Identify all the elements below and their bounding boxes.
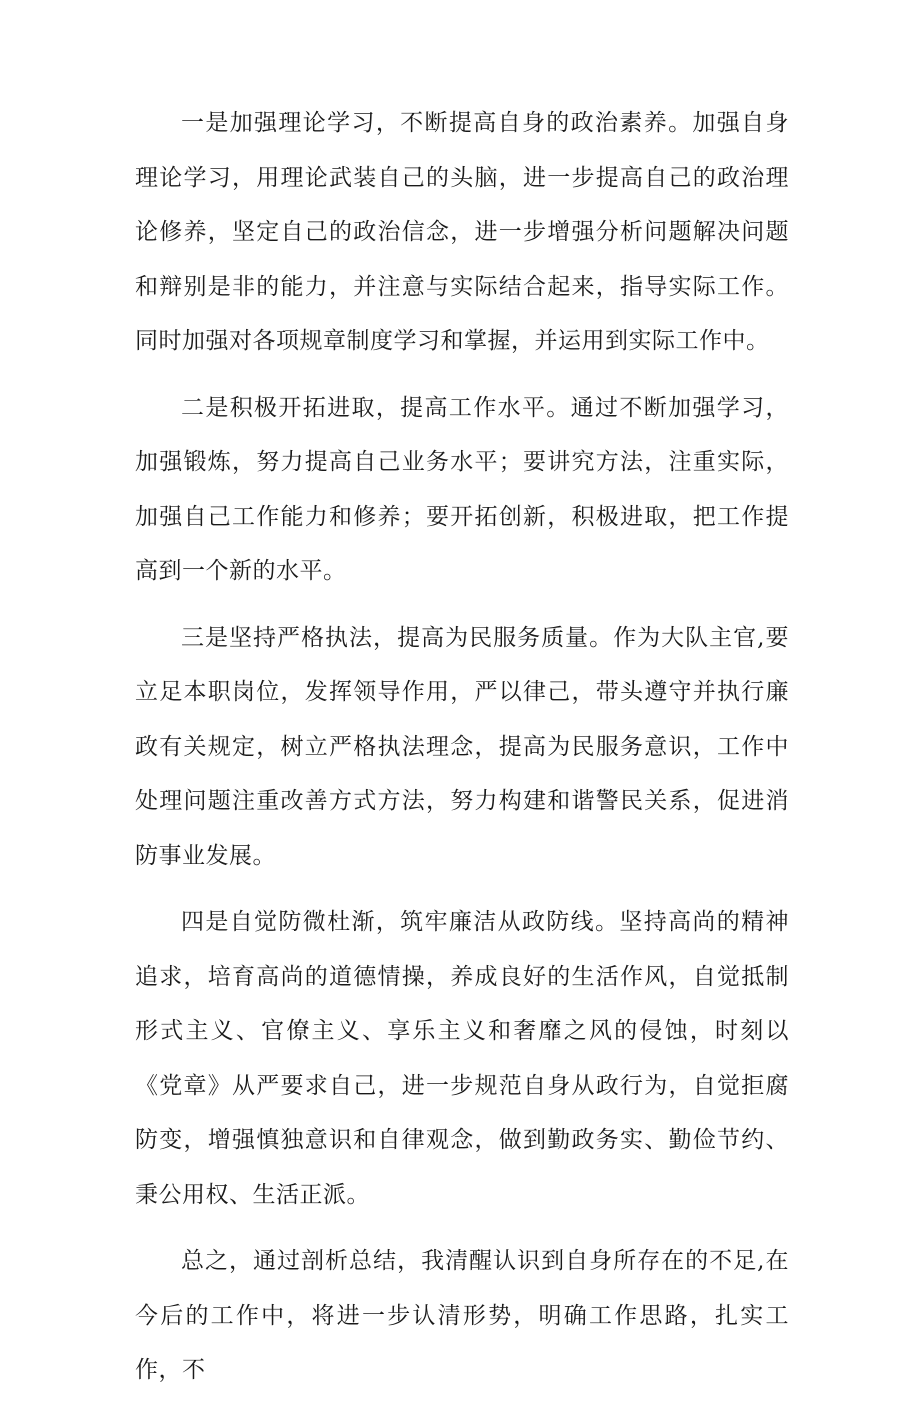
paragraph-work-level: 二是积极开拓进取，提高工作水平。通过不断加强学习，加强锻炼，努力提高自己业务水平；要讲究方法，注重实际，加强自己工作能力和修养；要开拓创新，积极进取，把工作提高到一个新的水平。 xyxy=(135,394,789,584)
paragraph-law-enforcement: 三是坚持严格执法，提高为民服务质量。作为大队主官,要立足本职岗位，发挥领导作用，严以律己，带头遵守并执行廉政有关规定，树立严格执法理念，提高为民服务意识，工作中处理问题注重改善方式方法，努力构建和谐警民关系，促进消防事业发展。 xyxy=(135,624,789,869)
paragraph-integrity: 四是自觉防微杜渐，筑牢廉洁从政防线。坚持高尚的精神追求，培育高尚的道德情操，养成良好的生活作风，自觉抵制形式主义、官僚主义、享乐主义和奢靡之风的侵蚀，时刻以《党章》从严要求自己，进一步规范自身从政行为，自觉拒腐防变，增强慎独意识和自律观念，做到勤政务实、勤俭节约、秉公用权、生活正派。 xyxy=(135,909,789,1208)
paragraph-summary: 总之，通过剖析总结，我清醒认识到自身所存在的不足,在今后的工作中，将进一步认清形势，明确工作思路，扎实工作，不 xyxy=(135,1248,789,1383)
document-body xyxy=(135,96,789,1410)
paragraph-theory-study: 一是加强理论学习，不断提高自身的政治素养。加强自身理论学习，用理论武装自己的头脑，进一步提高自己的政治理论修养，坚定自己的政治信念，进一步增强分析问题解决问题和辩别是非的能力，并注意与实际结合起来，指导实际工作。同时加强对各项规章制度学习和掌握，并运用到实际工作中。 xyxy=(135,110,789,354)
